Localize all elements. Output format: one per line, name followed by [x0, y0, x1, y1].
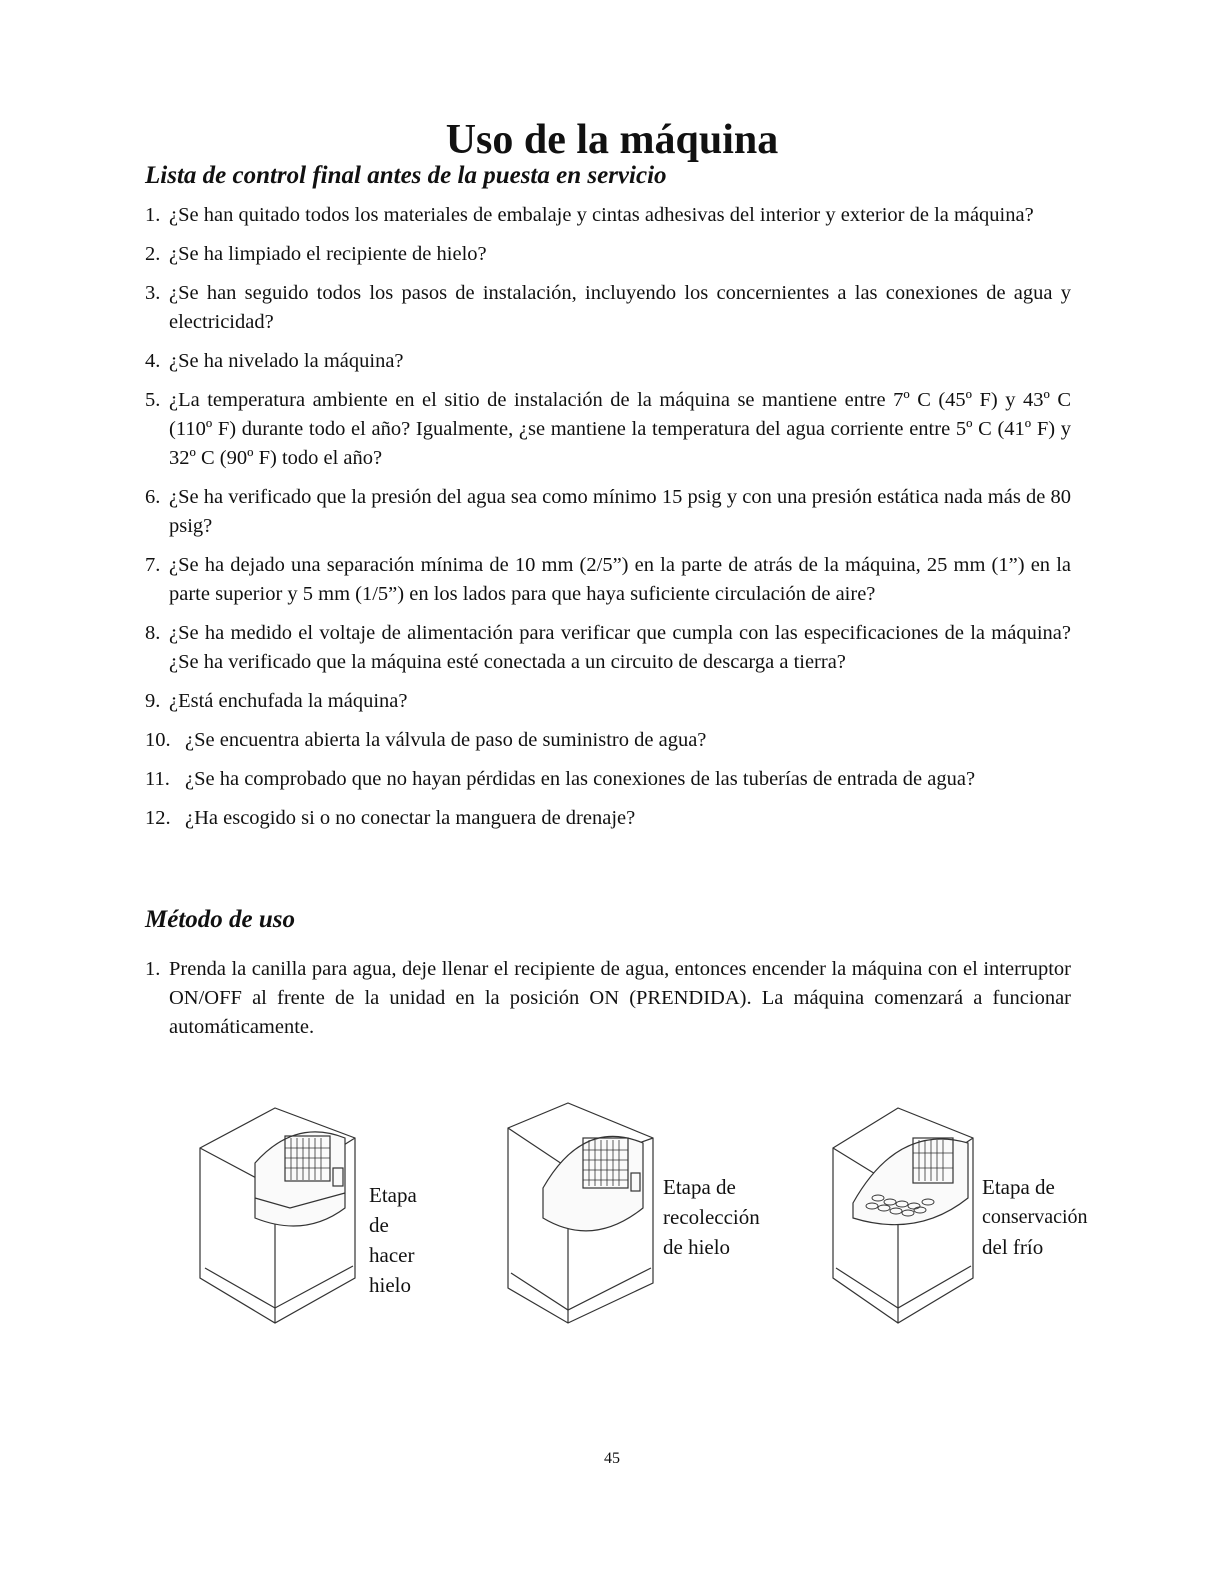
list-item [145, 347, 1071, 376]
caption-line: conservación [982, 1206, 1088, 1228]
item-number: 8. [145, 622, 161, 644]
item-text: ¿Se ha dejado una separación mínima de 10 mm (2/5”) en la parte de atrás de la máquina, 25 mm (1”) en la parte superior y 5 mm (1/5”) en los lados para que haya suficiente circulación de aire? [169, 554, 1071, 605]
list-item [145, 804, 1071, 833]
caption-line: Etapa de [369, 1183, 417, 1237]
item-number: 4. [145, 350, 161, 372]
item-text: ¿Se ha comprobado que no hayan pérdidas en las conexiones de las tuberías de entrada de agua? [185, 768, 976, 790]
ice-machine-illustration [828, 1098, 978, 1338]
list-item [145, 687, 1071, 716]
list-item [145, 386, 1071, 473]
usage-heading: Método de uso [145, 906, 295, 933]
item-number: 3. [145, 282, 161, 304]
page-title: Uso de la máquina [445, 117, 779, 163]
page-number: 45 [604, 1450, 620, 1467]
item-text: ¿Se encuentra abierta la válvula de paso de suministro de agua? [185, 729, 707, 751]
item-text: ¿Se han quitado todos los materiales de embalaje y cintas adhesivas del interior y exterior de la máquina? [169, 204, 1034, 226]
list-item [145, 201, 1071, 230]
item-text: ¿Se ha nivelado la máquina? [169, 350, 404, 372]
list-item [145, 483, 1071, 541]
caption-line: Etapa de [982, 1175, 1055, 1199]
ice-machine-illustration [195, 1098, 365, 1338]
caption-line: recolección [663, 1205, 760, 1229]
list-item [145, 279, 1071, 337]
list-item [145, 551, 1071, 609]
caption-line: de hielo [663, 1235, 731, 1259]
item-number: 1. [145, 958, 161, 980]
item-number: 6. [145, 486, 161, 508]
checklist [145, 201, 1071, 843]
machine-stage-figures [195, 1098, 1115, 1338]
item-number: 10. [145, 729, 171, 751]
item-number: 7. [145, 554, 161, 576]
ice-machine-illustration [503, 1098, 663, 1338]
figure-caption [982, 1172, 1088, 1262]
item-text: ¿La temperatura ambiente en el sitio de instalación de la máquina se mantiene entre 7º C (45º F) y 43º C (110º F) durante todo el año? Igualmente, ¿se mantiene la temperatura del agua corriente entre 5º C (41º F) y 32º C (90º F) todo el año? [169, 389, 1071, 469]
item-number: 2. [145, 243, 161, 265]
list-item [145, 240, 1071, 269]
item-text: Prenda la canilla para agua, deje llenar el recipiente de agua, entonces encender la máquina con el interruptor ON/OFF al frente de la unidad en la posición ON (PRENDIDA). La máquina comenzará a funcionar automáticamente. [169, 958, 1071, 1038]
caption-line: Etapa de [663, 1175, 736, 1199]
caption-line: del frío [982, 1235, 1044, 1259]
checklist-heading: Lista de control final antes de la puesta en servicio [145, 162, 667, 189]
usage-list [145, 955, 1071, 1052]
item-text: ¿Se han seguido todos los pasos de instalación, incluyendo los concernientes a las conexiones de agua y electricidad? [169, 282, 1071, 333]
item-text: ¿Ha escogido si o no conectar la manguera de drenaje? [185, 807, 636, 829]
figure-caption [663, 1172, 760, 1262]
list-item [145, 955, 1071, 1042]
item-number: 12. [145, 807, 171, 829]
list-item [145, 619, 1071, 677]
caption-line: hacer hielo [369, 1243, 415, 1297]
list-item [145, 765, 1071, 794]
item-text: ¿Se ha verificado que la presión del agua sea como mínimo 15 psig y con una presión estática nada más de 80 psig? [169, 486, 1071, 537]
item-number: 5. [145, 389, 161, 411]
item-number: 1. [145, 204, 161, 226]
item-text: ¿Está enchufada la máquina? [169, 690, 408, 712]
figure-caption [369, 1180, 417, 1300]
list-item [145, 726, 1071, 755]
item-text: ¿Se ha limpiado el recipiente de hielo? [169, 243, 487, 265]
item-text: ¿Se ha medido el voltaje de alimentación para verificar que cumpla con las especificaciones de la máquina? ¿Se ha verificado que la máquina esté conectada a un circuito de descarga a tierra? [169, 622, 1071, 673]
item-number: 9. [145, 690, 161, 712]
item-number: 11. [145, 768, 170, 790]
